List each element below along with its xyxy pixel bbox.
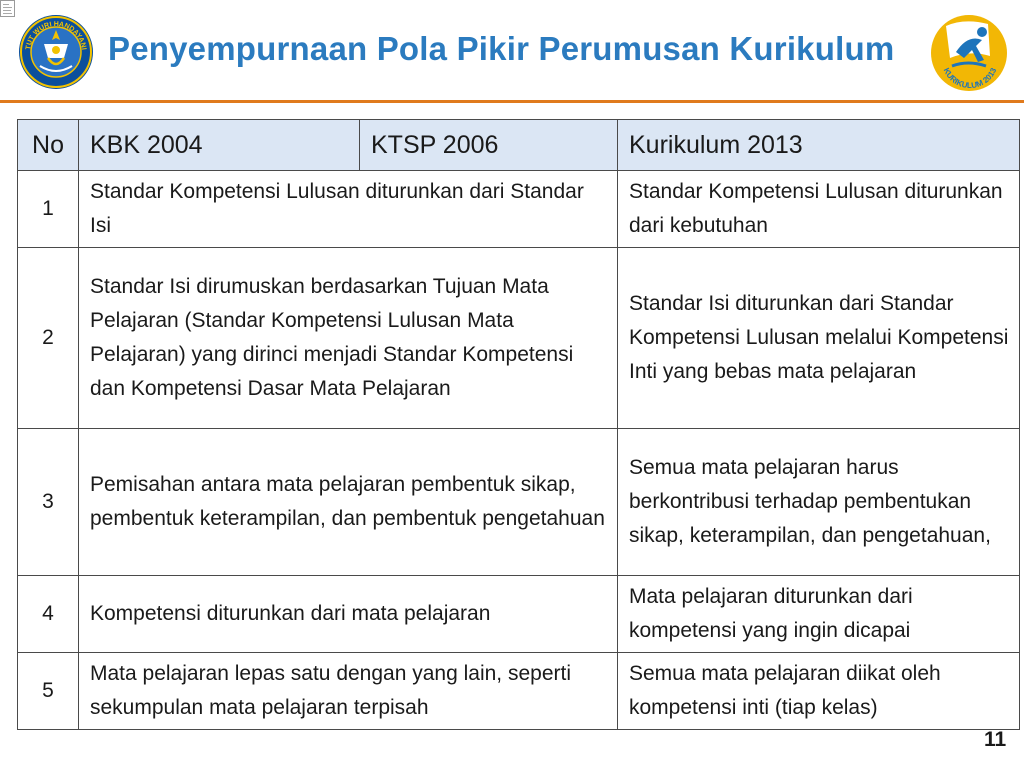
curriculum-comparison-table: [17, 119, 1020, 730]
kurikulum-2013-cell: Semua mata pelajaran harus berkontribusi terhadap pembentukan sikap, keterampilan, dan pengetahuan,: [618, 429, 1020, 576]
row-number: 3: [18, 429, 79, 576]
row-number: 1: [18, 171, 79, 248]
svg-text:TUT WURI HANDAYANI: TUT WURI HANDAYANI: [25, 20, 87, 51]
svg-text:KURIKULUM 2013: KURIKULUM 2013: [941, 66, 999, 91]
table-row: [18, 248, 1020, 429]
title-divider: [0, 100, 1024, 103]
kbk-ktsp-cell: Standar Isi dirumuskan berdasarkan Tujuan Mata Pelajaran (Standar Kompetensi Lulusan Mata Pelajaran) yang dirinci menjadi Standar Kompetensi dan Kompetensi Dasar Mata Pelajaran: [79, 248, 618, 429]
header-ktsp-2006: KTSP 2006: [360, 120, 618, 171]
kurikulum-2013-cell: Semua mata pelajaran diikat oleh kompetensi inti (tiap kelas): [618, 653, 1020, 730]
kurikulum-2013-logo: [928, 12, 1010, 94]
kbk-ktsp-cell: Mata pelajaran lepas satu dengan yang lain, seperti sekumpulan mata pelajaran terpisah: [79, 653, 618, 730]
header-kurikulum-2013: Kurikulum 2013: [618, 120, 1020, 171]
kurikulum-2013-cell: Mata pelajaran diturunkan dari kompetensi yang ingin dicapai: [618, 576, 1020, 653]
kurikulum-2013-cell: Standar Kompetensi Lulusan diturunkan dari kebutuhan: [618, 171, 1020, 248]
document-icon: [0, 0, 15, 17]
table-row: [18, 171, 1020, 248]
row-number: 2: [18, 248, 79, 429]
table-row: [18, 429, 1020, 576]
page-number: 11: [984, 728, 1007, 751]
table-header-row: [18, 120, 1020, 171]
row-number: 4: [18, 576, 79, 653]
header-no: No: [18, 120, 79, 171]
table-row: [18, 576, 1020, 653]
kbk-ktsp-cell: Pemisahan antara mata pelajaran pembentuk sikap, pembentuk keterampilan, dan pembentuk pengetahuan: [79, 429, 618, 576]
row-number: 5: [18, 653, 79, 730]
kurikulum-2013-cell: Standar Isi diturunkan dari Standar Kompetensi Lulusan melalui Kompetensi Inti yang bebas mata pelajaran: [618, 248, 1020, 429]
slide-title: Penyempurnaan Pola Pikir Perumusan Kurikulum: [108, 30, 895, 67]
kbk-ktsp-cell: Standar Kompetensi Lulusan diturunkan dari Standar Isi: [79, 171, 618, 248]
table-row: [18, 653, 1020, 730]
kbk-ktsp-cell: Kompetensi diturunkan dari mata pelajaran: [79, 576, 618, 653]
tut-wuri-handayani-logo: [18, 14, 94, 90]
header-kbk-2004: KBK 2004: [79, 120, 360, 171]
